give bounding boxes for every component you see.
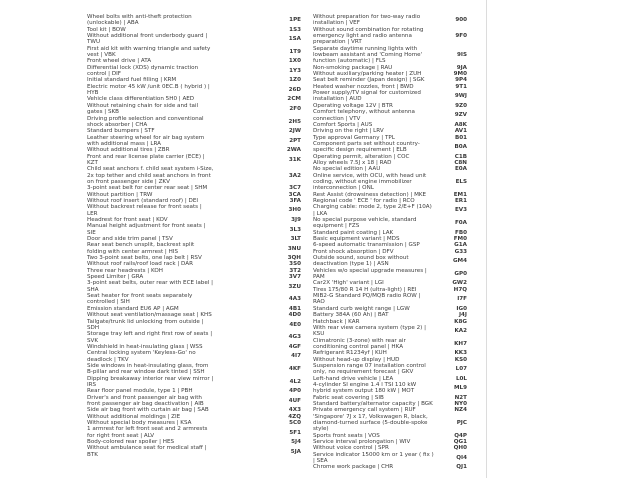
pr-code: 9M0 [453,71,467,78]
equipment-description: Alloy wheels 7.5J x 18 | RAD [313,159,392,166]
pr-code: FB0 [455,229,467,236]
pr-code: 2PT [289,137,301,144]
equipment-description: Headrest for front seat | KOV [87,217,168,223]
pr-code: 4KF [288,366,301,373]
equipment-row [87,319,301,332]
equipment-description: Suspension range 07 installation control only, no requirement forecast | GKV [313,362,426,376]
equipment-row [87,331,301,344]
equipment-row [313,109,467,122]
equipment-description: Without roof rails/roof load rack | DAR [87,261,193,268]
pr-code: 2F0 [289,105,301,112]
equipment-description: Manual height adjustment for front seats | SIE [87,223,206,236]
pr-code: 3J9 [291,217,301,223]
pr-code: 3LT [290,236,301,243]
equipment-description: Car2X 'High' variant | LGI [313,280,384,287]
pr-code: AV1 [454,128,467,135]
pr-code: 4A3 [288,296,301,303]
equipment-description: Rest Assist (drowsiness detection) | MKE [313,191,427,198]
equipment-row [87,166,301,185]
equipment-row [87,376,301,389]
pr-code: 9WJ [454,93,467,100]
pr-code: 3C7 [289,185,301,192]
pr-code: KS0 [454,356,467,363]
pr-code: E0A [454,166,467,173]
equipment-column-left [87,14,301,458]
pr-code: G33 [454,248,467,255]
equipment-description: Front wheel drive | ATA [87,58,152,65]
equipment-description: Leather steering wheel for air bag system with additional mass | LRA [87,134,205,147]
equipment-description: Tires 175/80 R 14 H (ultra-light) | REI [313,286,417,293]
pr-code: J4J [458,312,467,319]
equipment-row [313,46,467,65]
pr-code: KH7 [454,340,467,347]
pr-code: ELS [455,178,467,185]
equipment-row [313,204,467,217]
equipment-row [87,46,301,59]
pr-code: 1SA [288,36,301,43]
pr-code: GP0 [454,270,467,277]
pr-code: FM0 [453,236,467,243]
pr-code: 3L3 [289,226,301,233]
equipment-description: Without sound combination for rotating emergency light and radio antenna preparation | VRT [313,26,424,46]
equipment-description: Speed Limiter | GRA [87,274,144,281]
pr-code: 9ZV [454,112,467,119]
equipment-description: Without seat ventilation/massage seat | KHS [87,312,212,319]
pr-code: 4X3 [288,407,301,414]
equipment-row [87,33,301,46]
equipment-description: Differential lock (XDS) dynamic traction control | DIF [87,64,199,78]
equipment-description: Separate daytime running lights with lowbeam assistant and 'Coming Home' function (automatic) | FLS [313,45,423,65]
equipment-description: Without roof insert (standard roof) | DEI [87,197,199,204]
pr-code: 3NU [287,245,301,252]
equipment-row [87,293,301,306]
pr-code: QH0 [453,445,467,452]
equipment-description: 'Singapore' 7J x 17, Volkswagen R, black, diamond-turned surface (5-double-spoke style) [313,413,428,433]
pr-code: EM1 [453,191,467,198]
equipment-description: Standard paint coating | LAK [313,229,394,236]
equipment-row [87,14,301,27]
equipment-description: Regional code ' ECE ' for radio | RCO [313,197,415,204]
equipment-description: Rear floor panel module, type 1 | PBH [87,388,193,395]
pr-code: 1Y3 [289,67,301,74]
equipment-row [87,65,301,78]
equipment-row [313,217,467,230]
equipment-description: Without additional tires | ZBR [87,147,170,154]
pr-code: 3T2 [289,267,301,274]
equipment-row [87,223,301,236]
pr-code: 9IS [456,52,467,59]
equipment-description: Power supply/TV signal for customized installation | AUD [313,90,421,103]
equipment-row [87,280,301,293]
pr-code: 3FA [289,197,301,204]
equipment-description: Dipping breakaway interior rear view mirror | IRS [87,375,214,388]
pr-code: 26D [288,86,301,93]
pr-code: EV3 [454,207,467,214]
equipment-description: Storage tray left and right first row of seats | SVK [87,331,213,344]
equipment-description: Chrome work package | CHR [313,464,394,471]
pr-code: L0L [455,375,467,382]
equipment-description: Child seat anchors f. child seat system i-Size, 2x top tether and child seat anchors in front on front passenger side | ZKV [87,166,214,185]
equipment-description: Comfort telephony, without antenna connection | VTV [313,109,415,122]
equipment-description: Central locking system 'Keyless-Go' no deadlock | TKV [87,350,196,363]
equipment-description: Side windows in heat-insulating glass, from B-pillar and rear window dark tinted | SSH [87,362,209,376]
equipment-description: Without special body measures | KSA [87,420,192,426]
equipment-row [313,414,467,433]
equipment-description: MIB2-G Standard PQ/MQB radio ROW | RAO [313,293,421,306]
pr-code: 1T9 [289,48,301,55]
pr-code: NZ4 [454,407,467,414]
pr-code: 4D0 [288,312,301,319]
pr-code: QI4 [456,454,467,461]
equipment-description: Operating voltage 12V | BTR [313,102,393,109]
pr-code: B0A [454,144,467,151]
pr-code: 1Z0 [289,77,301,84]
equipment-row [87,135,301,148]
equipment-row [313,464,467,470]
pr-code: 4UF [288,397,301,404]
equipment-description: Without retaining chain for side and tail gates | SKB [87,102,199,116]
equipment-row [87,103,301,116]
equipment-description: 6-speed automatic transmission | GSP [313,242,420,249]
equipment-description: Vehicle class differentiation 5H0 | AED [87,96,195,103]
equipment-description: Standard battery/alternator capacity | BGK [313,400,433,407]
pr-code: 9JA [456,64,467,71]
pr-code: QJ1 [456,464,467,471]
pr-code: G1A [454,242,467,249]
pr-code: 4G3 [288,334,301,341]
equipment-row [87,84,301,97]
pr-code: 4I7 [291,353,301,360]
equipment-row [87,350,301,363]
equipment-row [313,325,467,338]
equipment-description: Driving profile selection and conventional shock absorber | CHA [87,115,204,128]
equipment-description: Without additional moldings | ZIE [87,413,181,420]
equipment-row [313,90,467,103]
pr-code: I7F [457,296,467,303]
pr-code: ER1 [454,197,467,204]
equipment-row [313,452,467,465]
pr-code: C1B [454,153,467,160]
equipment-description: Without head-up display | HUD [313,356,400,363]
equipment-row [313,14,467,27]
equipment-description: Outside sound, sound box without deactivation (type 1) | ASN [313,255,409,268]
pr-code: 2WA [286,147,301,154]
pr-code: 5JA [290,448,301,455]
pr-code: 2H5 [288,118,301,125]
equipment-description: Without ambulance seat for medical staff | BTK [87,445,207,458]
equipment-description: Emission standard EU6 AP | AGM [87,305,179,312]
pr-code: 3ZU [288,283,301,290]
pr-code: 3QH [287,255,301,262]
equipment-description: Seat heater for front seats separately controlled | SIH [87,293,193,306]
pr-code: 9T1 [455,83,467,90]
pr-code: 3CA [288,191,301,198]
pr-code: 3S0 [289,261,301,268]
pr-code: 4L2 [289,378,301,385]
equipment-description: Operating permit, alteration | COC [313,153,410,160]
equipment-row [313,141,467,154]
equipment-row [313,338,467,351]
equipment-description: Electric motor 45 kW /unit 0EC.B ( hybrid ) | HYB [87,83,210,97]
pr-code: 4ZQ [288,413,301,420]
equipment-description: Fabric seat covering | SIB [313,394,384,401]
pr-code: N2T [454,394,467,401]
equipment-description: 3-point seat belts, outer rear with ECE label | SHA [87,280,213,293]
equipment-description: Comfort Sports | AUS [313,121,373,128]
equipment-row [313,173,467,192]
equipment-description: Driver's and front passenger air bag with front passenger air bag deactivation | AIB [87,394,204,407]
equipment-description: Tailgate/trunk lid unlocking from outside | SDH [87,318,204,331]
pr-code: 3V7 [288,274,301,281]
equipment-description: Private emergency call system | RUF [313,407,416,414]
pr-code: A8K [454,121,467,128]
pr-code: 2CM [287,96,301,103]
equipment-description: Three rear headrests | KOH [87,267,163,274]
equipment-description: Refrigerant R1234yf | KUH [313,350,387,357]
pr-code: 4B1 [288,305,301,312]
pr-code: C8N [454,159,467,166]
equipment-description: Rear seat bench unsplit, backrest split folding with center armrest | HIS [87,242,195,255]
pr-code: 4E0 [289,321,301,328]
equipment-description: Online service, with OCU, with head unit coding, without engine immobilizer interconnection | ONL [313,172,427,192]
equipment-row [313,255,467,268]
equipment-description: Basic equipment variant | MDS [313,236,400,243]
equipment-description: Climatronic (3-zone) with rear air conditioning control panel | HKA [313,337,406,350]
pr-code: 1PE [289,17,301,24]
pr-code: GM4 [452,258,467,265]
equipment-description: Without additional front underbody guard | TWU [87,33,208,46]
pr-code: NY0 [454,400,467,407]
pr-code: 4P0 [289,388,301,395]
pr-code: 900 [455,17,467,24]
equipment-row [313,27,467,46]
pr-code: 31K [288,156,301,163]
pr-code: GW2 [452,280,467,287]
equipment-description: Hatchback | KAR [313,318,360,325]
equipment-description: Driving on the right | LRV [313,128,384,135]
equipment-description: With rear view camera system (type 2) | KSU [313,324,427,338]
equipment-row [87,204,301,217]
equipment-row [313,268,467,281]
equipment-description: Standard curb weight range | LGW [313,305,410,312]
equipment-description: Type approval Germany | TPL [313,134,395,141]
pr-code: 1X0 [288,58,301,65]
equipment-description: Heated washer nozzles, front | BWD [313,83,414,90]
equipment-description: Initial standard fuel filling | KRM [87,77,177,84]
equipment-row [313,363,467,376]
pr-code: K8G [454,318,467,325]
equipment-description: Service interval prolongation | WIV [313,439,411,446]
equipment-description: Standard bumpers | STF [87,128,155,135]
equipment-description: Without preparation for two-way radio installation | VEF [313,14,421,27]
pr-code: 2JW [288,128,301,135]
equipment-description: Service indicator 15000 km or 1 year ( fix ) | SEA [313,451,434,465]
pr-code: 9Z0 [455,102,467,109]
equipment-row [87,395,301,408]
equipment-description: 1 armrest for left front seat and 2 armrests for right front seat | ALV [87,426,208,439]
pr-code: H7Q [453,286,467,293]
equipment-description: Wheel bolts with anti-theft protection (unlockable) | ABA [87,14,192,27]
pr-code: 3H0 [288,207,301,214]
pr-code: 3A2 [288,172,301,179]
equipment-description: Without voice control | SPR [313,445,389,452]
equipment-column-right [313,14,467,471]
equipment-description: Front and rear license plate carrier (ECE) | KZT [87,153,205,166]
equipment-row [87,363,301,376]
equipment-row [87,426,301,439]
equipment-description: Side air bag front with curtain air bag | SAB [87,407,209,414]
equipment-row [87,116,301,129]
pr-code: QG1 [453,439,467,446]
equipment-description: 3-point seat belt for center rear seat | SHM [87,185,208,192]
pr-code: PJC [456,420,467,426]
equipment-description: Component parts set without country-specific design requirement | ELB [313,140,420,154]
equipment-description: Non-smoking package | RAU [313,64,393,71]
equipment-description: No special edition | AAU [313,166,381,173]
pr-code: ML9 [453,385,467,392]
pr-code: KA2 [454,328,467,335]
pr-code: L07 [455,366,467,373]
pr-code: IG0 [456,305,467,312]
pr-code: 5J4 [291,439,301,446]
pr-code: B01 [454,134,467,141]
equipment-description: Sports front seats | VOS [313,432,380,439]
pr-code: F0A [454,220,467,227]
pr-code: 5C0 [289,420,301,426]
equipment-description: Left-hand drive vehicle | LEA [313,375,394,382]
equipment-row [87,154,301,167]
pr-code: 9F0 [455,33,467,40]
pr-code: 4GF [288,343,301,350]
equipment-description: Tool kit | BOW [87,26,126,33]
equipment-description: Without auxiliary/parking heater | ZUH [313,71,422,78]
equipment-description: Two 3-point seat belts, one lap belt | RSV [87,255,202,262]
pr-code: 1S3 [289,26,301,33]
equipment-description: Without backrest release for front seats | LER [87,204,202,217]
equipment-description: Body-colored rear spoiler | HES [87,439,175,446]
pr-code: 9P4 [455,77,467,84]
equipment-row [87,242,301,255]
equipment-description: Seat belt reminder (Japan design) | SGK [313,77,425,84]
equipment-description: 4-cylinder SI engine 1.4 l TSI 110 kW hybrid system output 180 kW | MOT [313,381,417,395]
equipment-description: No special purpose vehicle, standard equipment | FZS [313,217,417,230]
pr-code: 5F1 [289,429,301,436]
equipment-description: Charging cable: mode 2, type 2/E+F (10A) | LKA [313,204,432,217]
equipment-description: Door and side trim panel | TSV [87,236,173,243]
equipment-description: Vehicles w/o special upgrade measures | PAM [313,267,427,281]
equipment-row [313,382,467,395]
equipment-description: Without partition | TRW [87,191,153,198]
equipment-row [87,445,301,458]
equipment-row [313,293,467,306]
page-divider [486,0,487,478]
equipment-description: Windshield in heat-insulating glass | WSS [87,343,203,350]
equipment-description: Front shock absorption | DFV [313,248,394,255]
equipment-description: Battery 384A (60 Ah) | BAT [313,312,389,319]
equipment-description: First aid kit with warning triangle and safety vest | VBK [87,45,211,59]
pr-code: KK3 [454,350,467,357]
pr-code: Q4P [454,432,467,439]
